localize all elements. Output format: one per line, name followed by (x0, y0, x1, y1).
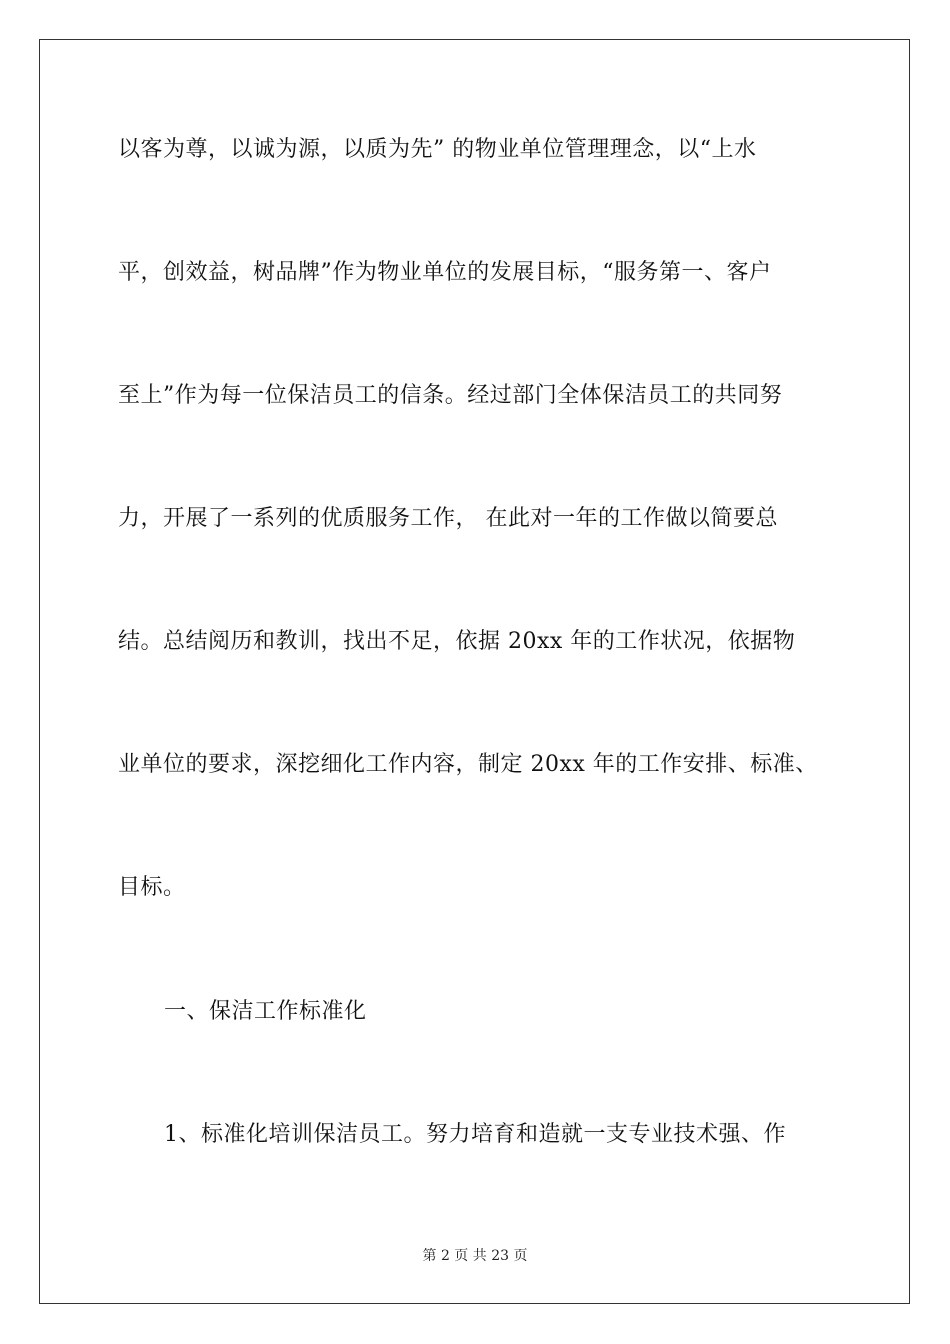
paragraph-line: 目标。 (118, 875, 186, 900)
paragraph-line: 业单位的要求，深挖细化工作内容，制定 20xx 年的工作安排、标准、 (118, 752, 818, 777)
paragraph-line: 结。总结阅历和教训，找出不足，依据 20xx 年的工作状况，依据物 (118, 629, 796, 654)
list-item-line: 1、标准化培训保洁员工。努力培育和造就一支专业技术强、作 (164, 1122, 786, 1147)
paragraph-line: 力，开展了一系列的优质服务工作， 在此对一年的工作做以简要总 (118, 506, 778, 531)
paragraph-line: 以客为尊，以诚为源，以质为先” 的物业单位管理理念，以“上水 (118, 137, 757, 162)
page-frame (39, 39, 910, 1304)
paragraph-line: 至上”作为每一位保洁员工的信条。经过部门全体保洁员工的共同努 (118, 383, 783, 408)
section-heading: 一、保洁工作标准化 (164, 999, 367, 1024)
paragraph-line: 平，创效益，树品牌”作为物业单位的发展目标，“服务第一、客户 (118, 260, 772, 285)
page-number-footer: 第 2 页 共 23 页 (422, 1248, 528, 1264)
